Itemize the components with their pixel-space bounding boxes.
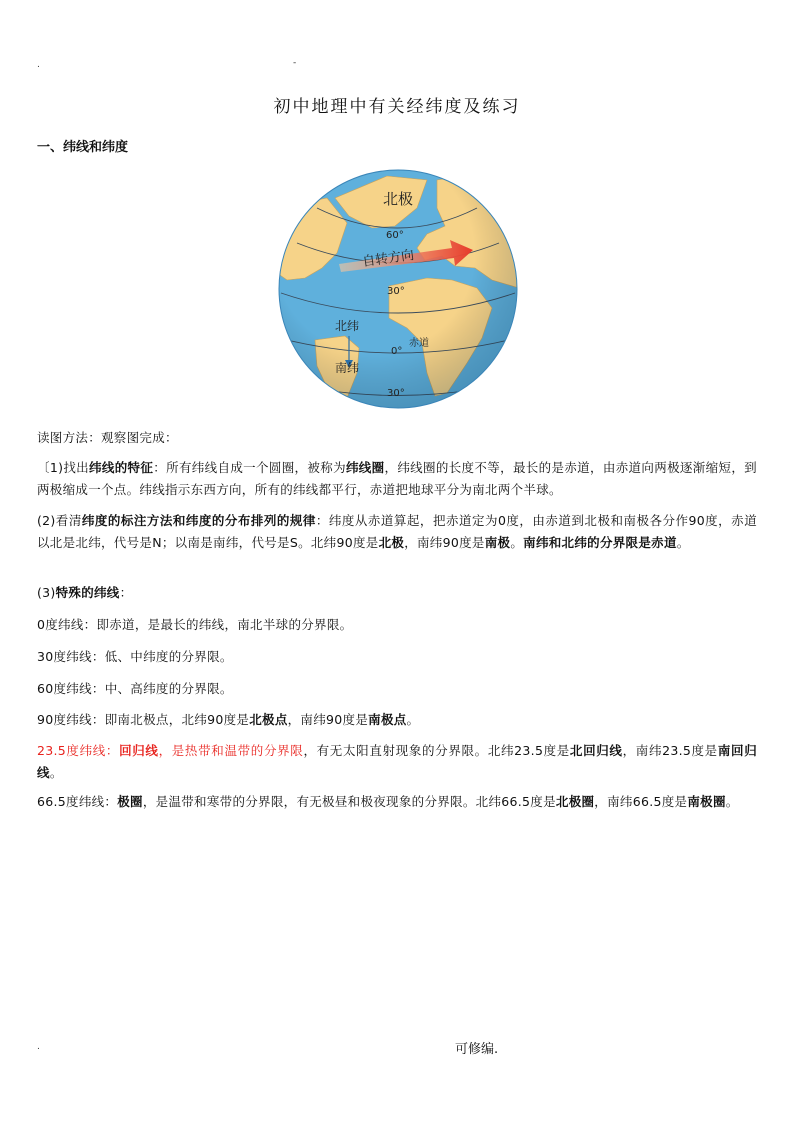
l90-text: ，南纬90度是 bbox=[287, 712, 369, 727]
p3-text: (3) bbox=[37, 585, 56, 600]
l665-bold: 极圈 bbox=[117, 794, 143, 809]
header-dash: - bbox=[293, 58, 297, 68]
p2-bold: 南极 bbox=[484, 535, 511, 550]
globe-figure bbox=[277, 168, 519, 410]
equator-label: 赤道 bbox=[409, 338, 429, 349]
l235-red-bold: 回归线 bbox=[119, 743, 159, 758]
l665-text: 。 bbox=[725, 794, 739, 809]
p1-bold: 纬线圈 bbox=[345, 460, 385, 475]
section-heading: 一、纬线和纬度 bbox=[37, 140, 129, 155]
footer-dot: . bbox=[37, 1042, 40, 1052]
l90-bold: 北极点 bbox=[249, 712, 288, 727]
line-30-degree: 30度纬线：低、中纬度的分界限。 bbox=[37, 649, 233, 664]
p1-text: ：所有纬线自成一个圆圈，被称为 bbox=[153, 460, 346, 475]
l665-bold: 北极圈 bbox=[555, 794, 595, 809]
line-0-degree: 0度纬线：即赤道，是最长的纬线，南北半球的分界限。 bbox=[37, 617, 353, 632]
l235-red: 23.5度纬线： bbox=[37, 743, 120, 758]
p2-bold: 南纬和北纬的分界限是赤道 bbox=[523, 535, 677, 550]
rotation-label: 自转方向 bbox=[361, 247, 416, 270]
north-lat-label: 北纬 bbox=[335, 319, 360, 333]
line-66-5-degree bbox=[37, 791, 757, 813]
p3-bold: 特殊的纬线 bbox=[55, 585, 120, 600]
p2-text: 。 bbox=[676, 535, 690, 550]
line-90-degree bbox=[37, 709, 757, 731]
l235-bold: 南回归线 bbox=[37, 743, 757, 780]
l90-text: 90度纬线：即南北极点，北纬90度是 bbox=[37, 712, 250, 727]
l665-bold: 南极圈 bbox=[687, 794, 726, 809]
footer-note: 可修编. bbox=[455, 1042, 499, 1057]
p2-bold: 北极 bbox=[378, 535, 405, 550]
paragraph-2 bbox=[37, 510, 757, 554]
page-title: 初中地理中有关经纬度及练习 bbox=[273, 97, 521, 117]
p1-text: ，纬线圈的长度不等，最长的是赤道，由赤道向两极逐渐缩短，到两极缩成一个点。纬线指示东西方向，所有的纬线都平行，赤道把地球平分为南北两个半球。 bbox=[37, 460, 757, 497]
l235-text: ，南纬23.5度是 bbox=[622, 743, 718, 758]
p2-bold: 纬度的标注方法和纬度的分布排列的规律 bbox=[81, 513, 316, 528]
p2-text: 。 bbox=[510, 535, 524, 550]
l90-text: 。 bbox=[406, 712, 420, 727]
l235-text: ，有无太阳直射现象的分界限。北纬23.5度是 bbox=[303, 743, 570, 758]
reading-method: 读图方法：观察图完成： bbox=[37, 430, 178, 445]
north-pole-label: 北极 bbox=[383, 190, 414, 208]
p2-text: ，南纬90度是 bbox=[404, 535, 485, 550]
p2-text: (2)看清 bbox=[37, 513, 82, 528]
lat-30n-label: 30° bbox=[387, 286, 405, 297]
paragraph-1 bbox=[37, 457, 757, 501]
l665-text: ，南纬66.5度是 bbox=[594, 794, 688, 809]
lat-0-label: 0° bbox=[391, 346, 403, 357]
p1-bold: 纬线的特征 bbox=[89, 460, 154, 475]
south-lat-label: 南纬 bbox=[335, 361, 360, 375]
paragraph-3 bbox=[37, 582, 757, 604]
line-23-5-degree bbox=[37, 740, 757, 784]
l665-text: 66.5度纬线： bbox=[37, 794, 118, 809]
l90-bold: 南极点 bbox=[368, 712, 407, 727]
line-60-degree: 60度纬线：中、高纬度的分界限。 bbox=[37, 681, 233, 696]
p1-text: 〔1)找出 bbox=[37, 460, 90, 475]
l235-red: ，是热带和温带的分界限 bbox=[158, 743, 304, 758]
l235-bold: 北回归线 bbox=[569, 743, 623, 758]
lat-30s-label: 30° bbox=[387, 388, 405, 399]
p3-text: ： bbox=[119, 585, 133, 600]
lat-60-label: 60° bbox=[386, 230, 404, 241]
l665-text: ，是温带和寒带的分界限，有无极昼和极夜现象的分界限。北纬66.5度是 bbox=[142, 794, 556, 809]
header-dot: . bbox=[37, 60, 40, 70]
l235-text: 。 bbox=[49, 765, 63, 780]
p2-text: ：纬度从赤道算起，把赤道定为0度，由赤道到北极和南极各分作90度，赤道以北是北纬，代号是N；以南是南纬，代号是S。北纬90度是 bbox=[37, 513, 757, 550]
